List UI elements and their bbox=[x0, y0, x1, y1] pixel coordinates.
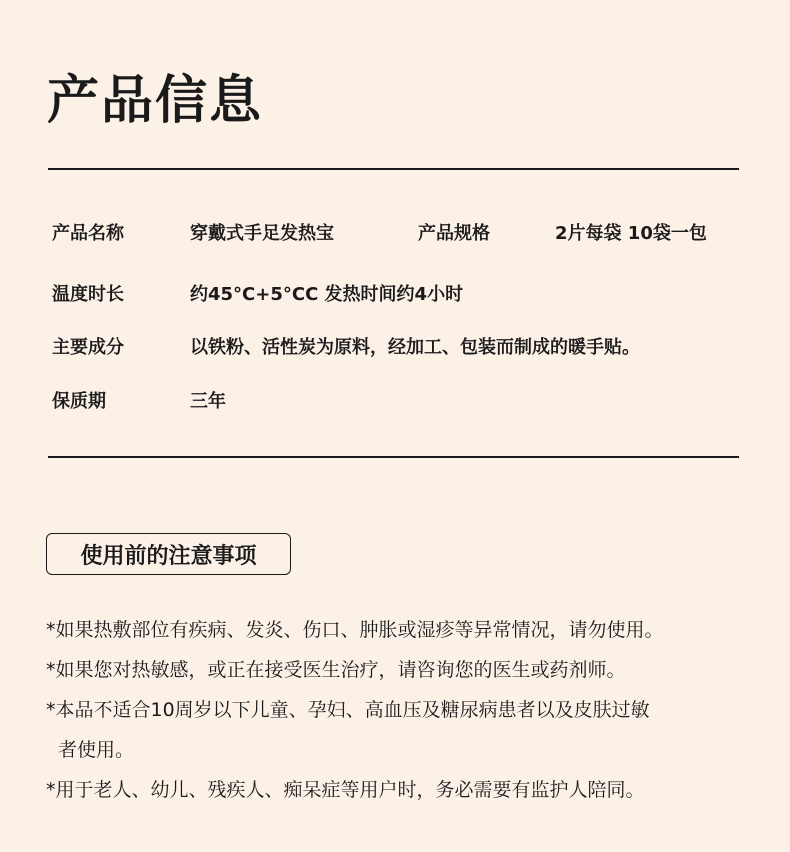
notice-heading-text: 使用前的注意事项 bbox=[80, 543, 257, 569]
notice-list bbox=[46, 610, 746, 810]
product-spec-value: 2片每袋 10袋一包 bbox=[555, 223, 707, 244]
temperature-duration-value: 约45°C+5°CC 发热时间约4小时 bbox=[190, 284, 464, 305]
ingredients-value: 以铁粉、活性炭为原料，经加工、包装而制成的暖手贴。 bbox=[190, 337, 640, 358]
notice-item: *用于老人、幼儿、残疾人、痴呆症等用户时，务必需要有监护人陪同。 bbox=[46, 779, 645, 801]
shelf-life-label: 保质期 bbox=[52, 391, 106, 412]
top-divider bbox=[48, 168, 739, 170]
bottom-divider bbox=[48, 456, 739, 458]
shelf-life-value: 三年 bbox=[190, 391, 226, 412]
notice-item: *如果热敷部位有疾病、发炎、伤口、肿胀或湿疹等异常情况，请勿使用。 bbox=[46, 619, 664, 641]
product-name-label: 产品名称 bbox=[52, 223, 124, 244]
notice-item: *如果您对热敏感，或正在接受医生治疗，请咨询您的医生或药剂师。 bbox=[46, 659, 626, 681]
temperature-duration-label: 温度时长 bbox=[52, 284, 124, 305]
product-name-value: 穿戴式手足发热宝 bbox=[190, 223, 334, 244]
ingredients-label: 主要成分 bbox=[52, 337, 124, 358]
page-title: 产品信息 bbox=[47, 71, 264, 131]
notice-heading bbox=[46, 533, 291, 575]
product-spec-label: 产品规格 bbox=[418, 223, 490, 244]
notice-item: *本品不适合10周岁以下儿童、孕妇、高血压及糖尿病患者以及皮肤过敏 bbox=[46, 699, 650, 721]
notice-item-continuation: 者使用。 bbox=[58, 739, 135, 761]
